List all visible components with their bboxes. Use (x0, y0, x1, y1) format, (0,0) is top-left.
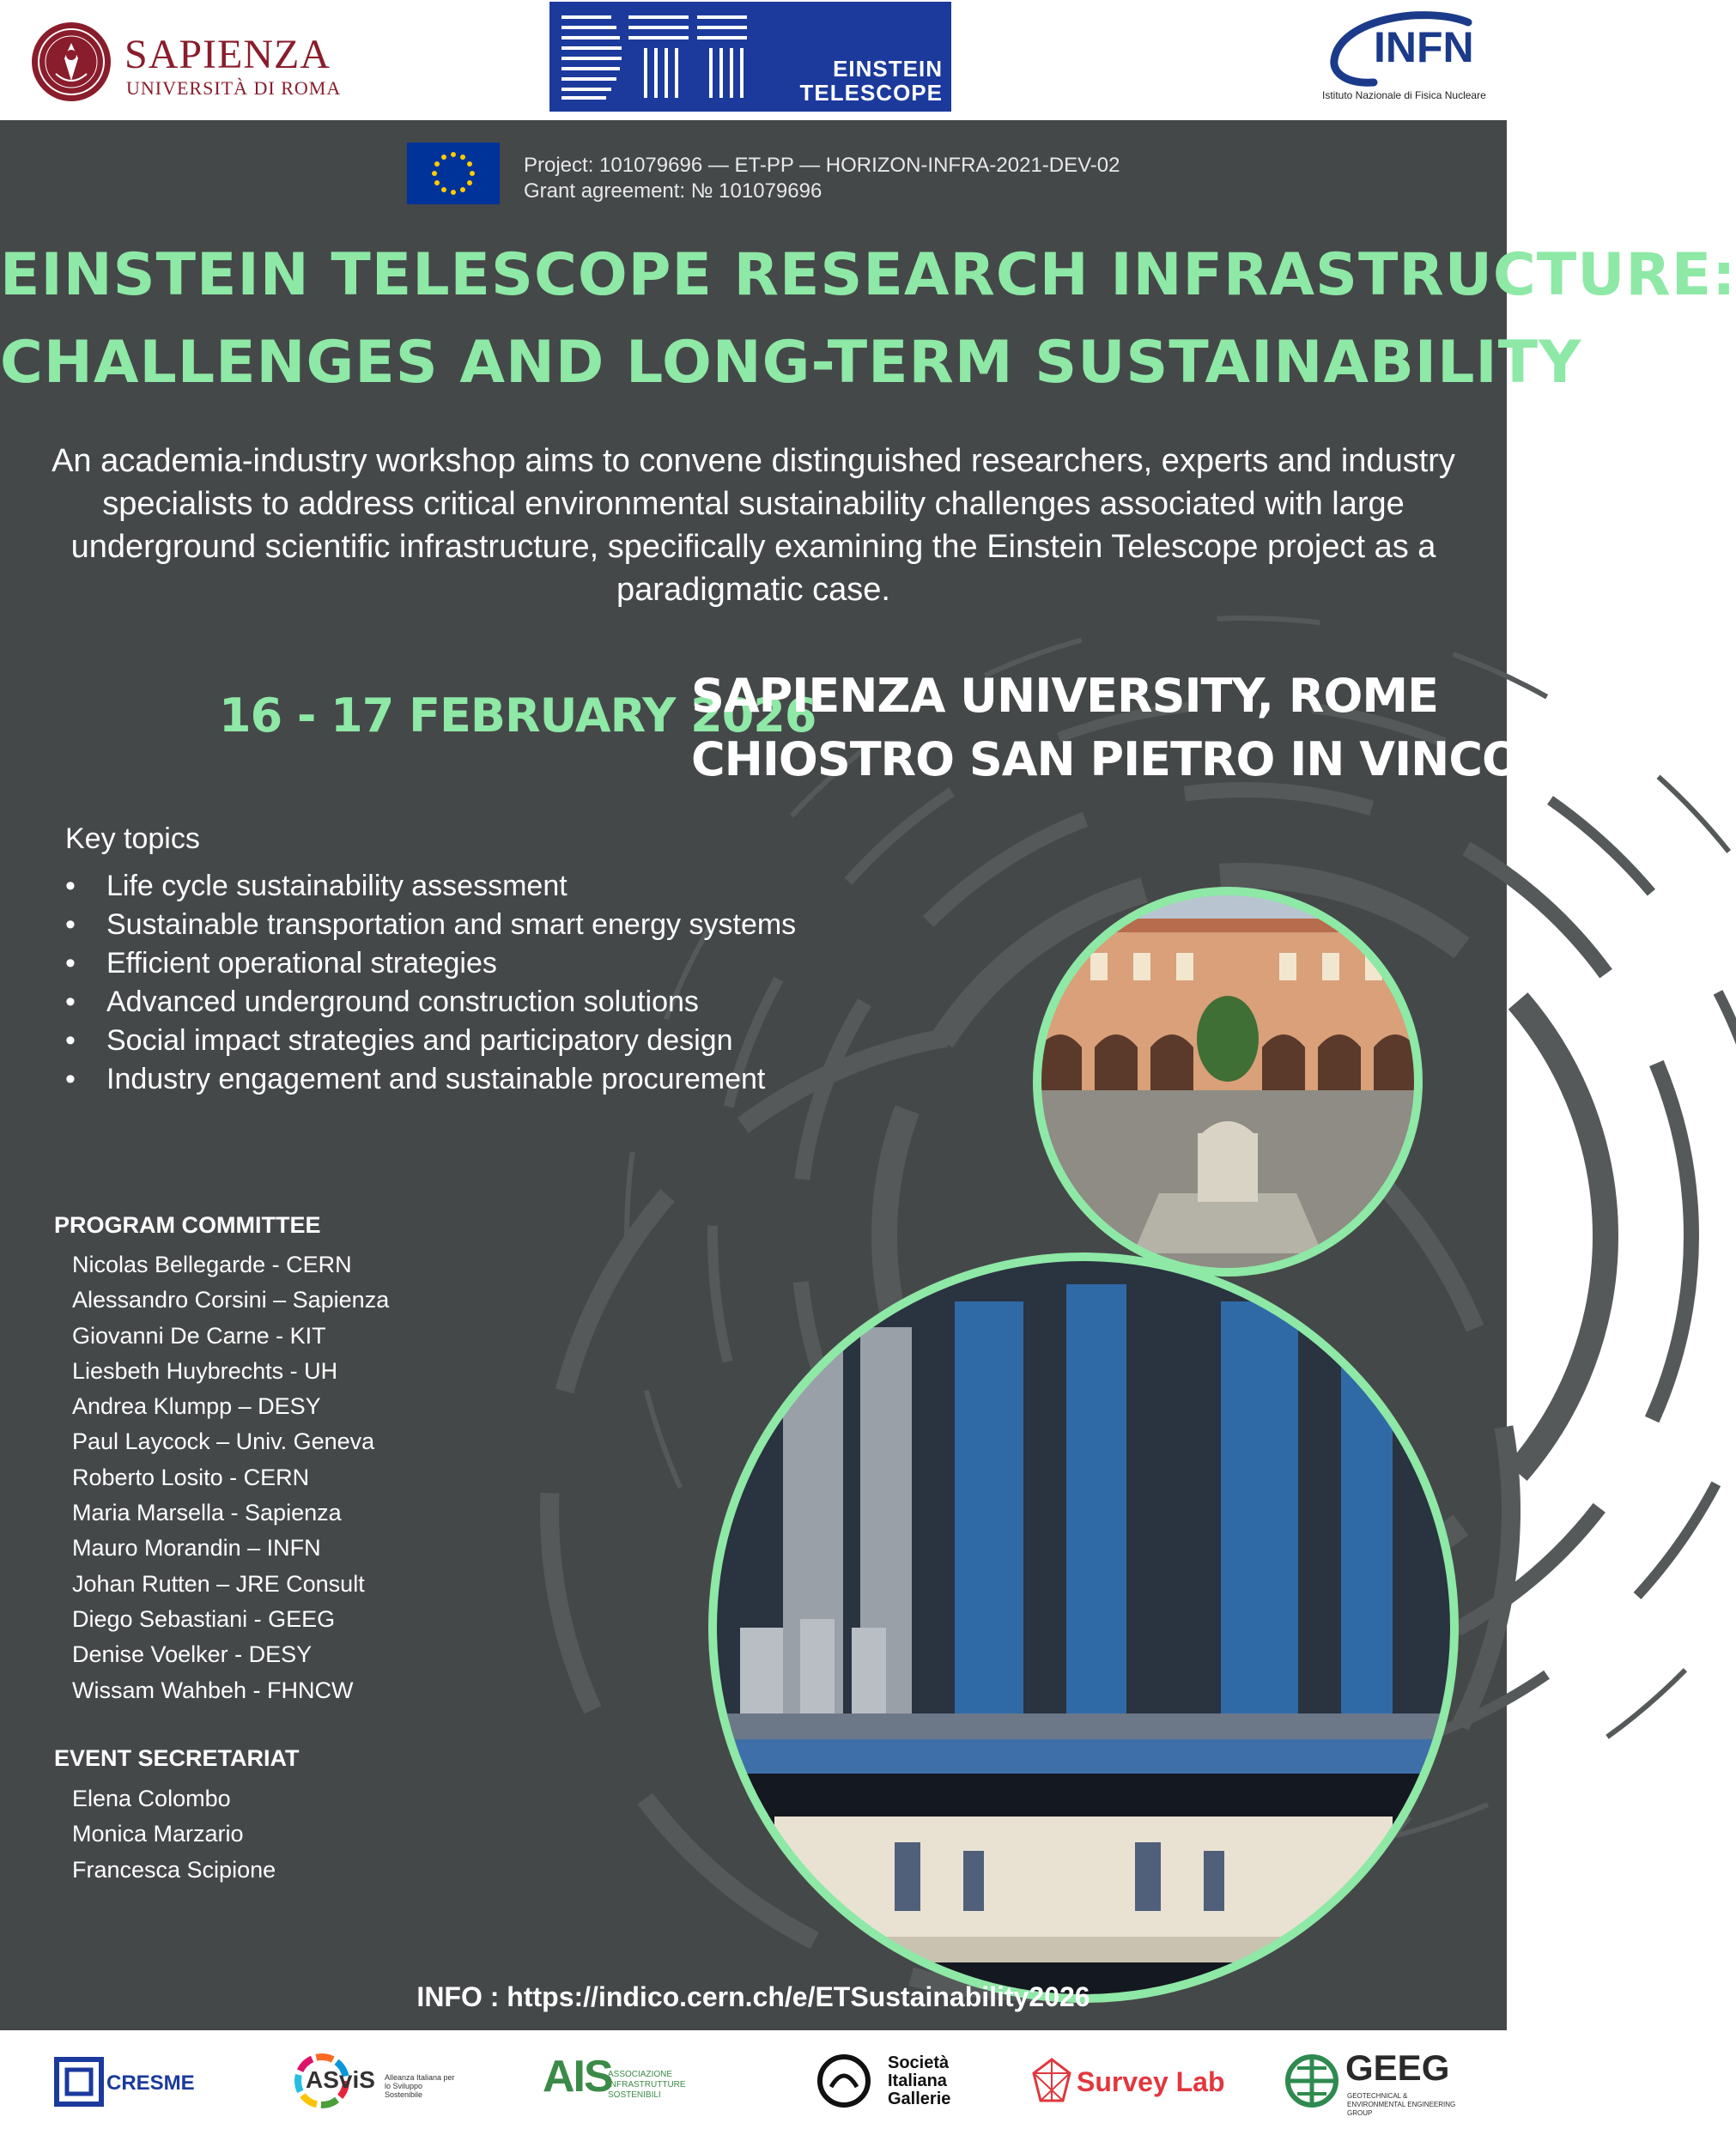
list-item: Diego Sebastiani - GEEG (72, 1605, 336, 1632)
sapienza-logo (30, 19, 342, 105)
list-item: Paul Laycock – Univ. Geneva (72, 1428, 375, 1455)
title-line1: EINSTEIN TELESCOPE RESEARCH INFRASTRUCTURE: (0, 241, 1736, 309)
project-number: Project: 101079696 — ET-PP — HORIZON-INFRA-2021-DEV-02 (524, 154, 1120, 177)
intro-text: An academia-industry workshop aims to convene distinguished researchers, experts and industry specialists to address critical environmental sustainability challenges associated with large underground scientific infrastructure, specifically examining the Einstein Telescope project as a paradigmatic case. (52, 443, 1455, 608)
surveylab-name: Survey Lab (1077, 2066, 1225, 2097)
list-item: Francesca Scipione (72, 1856, 276, 1883)
list-item: Maria Marsella - Sapienza (72, 1500, 342, 1526)
topics-list (65, 867, 796, 1099)
grant-agreement: Grant agreement: № 101079696 (524, 179, 822, 203)
cloister-photo (1030, 884, 1425, 1279)
list-item: • Social impact strategies and participatory design (65, 1024, 733, 1057)
list-item: Wissam Wahbeh - FHNCW (72, 1677, 354, 1703)
cresme-name: CRESME (106, 2071, 195, 2095)
committee-list (72, 1247, 389, 1708)
list-item: Monica Marzario (72, 1821, 244, 1847)
event-date: 16 - 17 FEBRUARY 2026 (219, 688, 816, 743)
cresme-logo (53, 2047, 208, 2116)
sapienza-name: SAPIENZA (124, 32, 331, 77)
geeg-logo (1284, 2047, 1464, 2116)
et-line2: TELESCOPE (799, 80, 943, 106)
list-item: • Advanced underground construction solutions (65, 986, 699, 1018)
geeg-globe-icon (1284, 2053, 1340, 2109)
geeg-name: GEEG (1345, 2047, 1450, 2088)
project-info (524, 153, 1120, 204)
surveylab-logo (1030, 2047, 1228, 2116)
ais-logo (543, 2047, 697, 2116)
list-item: • Sustainable transportation and smart energy systems (65, 908, 797, 941)
list-item: Andrea Klumpp – DESY (72, 1393, 321, 1420)
list-item: Nicolas Bellegarde - CERN (72, 1252, 352, 1277)
einstein-telescope-mark-icon (560, 12, 749, 101)
ais-name: AIS (543, 2052, 612, 2102)
sapienza-seal-icon (30, 21, 112, 103)
list-item: Roberto Losito - CERN (72, 1464, 310, 1490)
sapienza-subtitle: UNIVERSITÀ DI ROMA (126, 77, 342, 99)
venue-line1: SAPIENZA UNIVERSITY, ROME (691, 669, 1438, 723)
eu-flag-icon (407, 143, 500, 204)
list-item: Giovanni De Carne - KIT (72, 1322, 326, 1349)
info-link[interactable]: INFO : https://indico.cern.ch/e/ETSustainability2026 (416, 1981, 1090, 2012)
infn-subtitle: Istituto Nazionale di Fisica Nucleare (1322, 89, 1486, 101)
einstein-telescope-logo (549, 2, 951, 112)
event-venue (691, 664, 1565, 792)
main-panel (0, 120, 1736, 2030)
venue-line2: CHIOSTRO SAN PIETRO IN VINCOLI (691, 732, 1566, 786)
title-line2: CHALLENGES AND LONG-TERM SUSTAINABILITY (0, 329, 1582, 397)
sig-logo (816, 2047, 970, 2116)
list-item: Liesbeth Huybrechts - UH (72, 1357, 338, 1384)
topics-heading: Key topics (65, 822, 200, 855)
ais-subtitle: ASSOCIAZIONE INFRASTRUTTURE SOSTENIBILI (608, 2070, 686, 2100)
list-item: Alessandro Corsini – Sapienza (72, 1287, 390, 1313)
header-logos (0, 0, 1507, 120)
list-item: Denise Voelker - DESY (72, 1641, 313, 1668)
sig-line2: Italiana (888, 2071, 947, 2090)
sig-line1: Società (888, 2053, 950, 2072)
list-item: Elena Colombo (72, 1786, 231, 1811)
poster-title (0, 232, 1736, 407)
list-item: • Efficient operational strategies (65, 947, 497, 980)
telescope-render (706, 1250, 1461, 2005)
committee-heading: PROGRAM COMMITTEE (54, 1212, 321, 1238)
sponsor-logos (0, 2030, 1507, 2129)
infn-logo (1322, 12, 1485, 108)
asvis-logo (292, 2047, 455, 2116)
secretariat-heading: EVENT SECRETARIAT (54, 1745, 300, 1771)
geeg-subtitle: GEOTECHNICAL & ENVIRONMENTAL ENGINEERING GROUP (1347, 2092, 1456, 2117)
sig-icon (816, 2053, 872, 2109)
secretariat-list (72, 1781, 276, 1888)
asvis-name: ASviS (306, 2066, 375, 2093)
sig-line3: Gallerie (888, 2090, 951, 2108)
cresme-icon (53, 2056, 105, 2108)
surveylab-icon (1030, 2056, 1073, 2108)
list-item: Mauro Morandin – INFN (72, 1535, 321, 1562)
infn-name: INFN (1374, 23, 1474, 71)
list-item: Johan Rutten – JRE Consult (72, 1570, 365, 1597)
et-line1: EINSTEIN (833, 56, 943, 82)
asvis-subtitle: Alleanza Italiana per lo Sviluppo Sostenibile (385, 2073, 455, 2099)
list-item: • Industry engagement and sustainable procurement (65, 1063, 766, 1095)
list-item: • Life cycle sustainability assessment (65, 870, 568, 902)
